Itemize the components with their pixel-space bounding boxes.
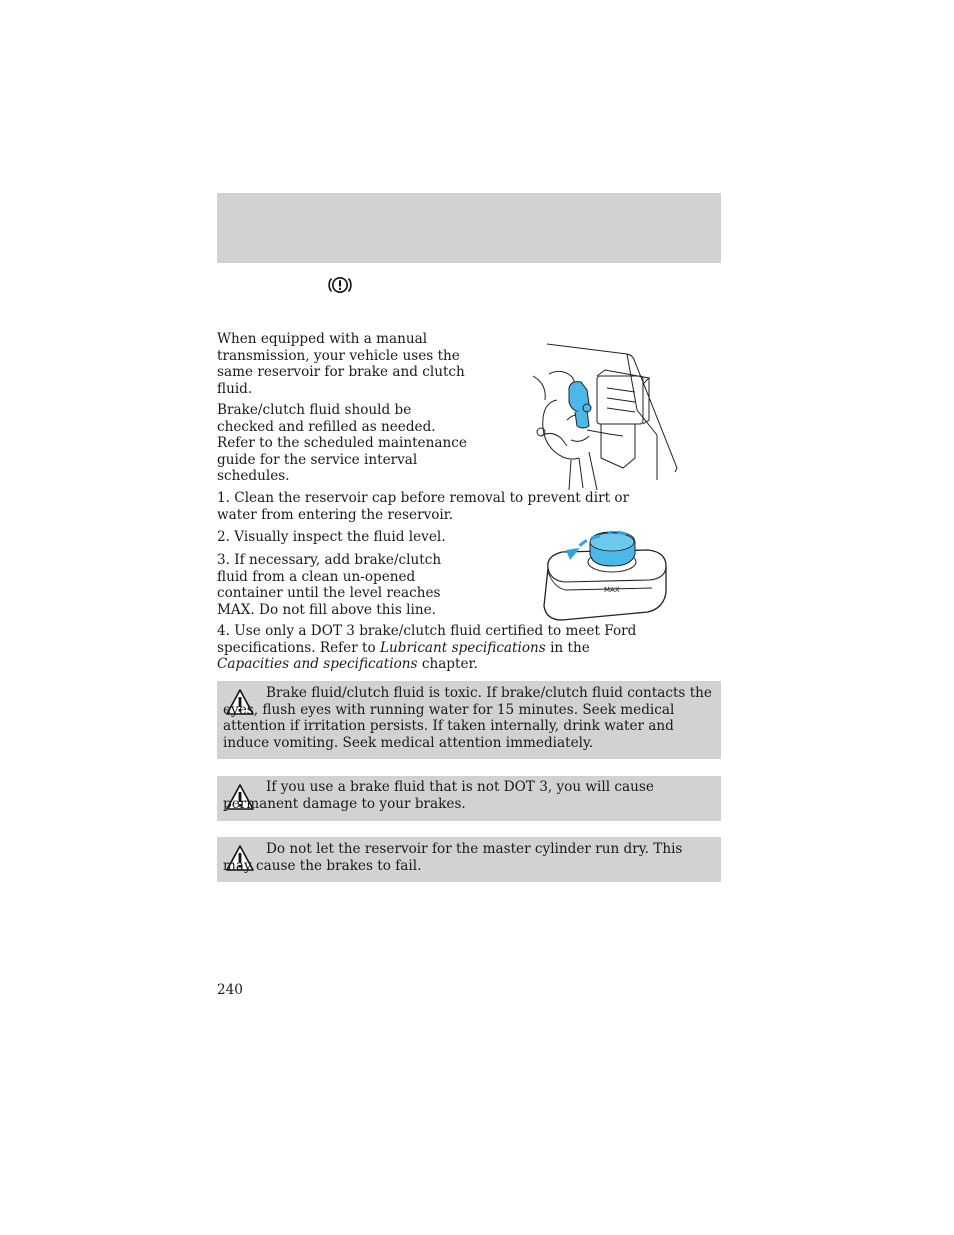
check-paragraph: Brake/clutch fluid should be checked and refilled as needed. Refer to the scheduled maintenance guide for the service interval schedules. (217, 402, 467, 484)
warning-text-run-dry: Do not let the reservoir for the master cylinder run dry. This may cause the brakes to fail. (223, 841, 683, 874)
intro-paragraph: When equipped with a manual transmission, your vehicle uses the same reservoir for brake and clutch fluid. (217, 331, 465, 397)
warning-box-toxic (217, 681, 721, 759)
warning-text-dot3: If you use a brake fluid that is not DOT 3, you will cause permanent damage to your brakes. (223, 779, 654, 812)
max-label: MAX (604, 586, 620, 594)
page-number: 240 (217, 982, 243, 998)
brake-warning-icon (327, 274, 353, 296)
reservoir-cap-illustration (540, 528, 670, 623)
step-4: 4. Use only a DOT 3 brake/clutch fluid certified to meet Ford specifications. Refer to Lubricant specifications in the Capacities and specifications chapter. (217, 623, 637, 672)
step-1: 1. Clean the reservoir cap before removal to prevent dirt or water from entering the reservoir. (217, 490, 630, 523)
warning-text-toxic: Brake fluid/clutch fluid is toxic. If brake/clutch fluid contacts the eyes, flush eyes with running water for 15 minutes. Seek medical attention if irritation persists. If taken internally, drink water and induce vomiting. Seek medical attention immediately. (223, 685, 712, 751)
section-header-band (217, 193, 721, 263)
engine-compartment-illustration (527, 340, 682, 495)
warning-box-dot3 (217, 776, 721, 821)
step-2: 2. Visually inspect the fluid level. (217, 529, 446, 545)
step-3: 3. If necessary, add brake/clutch fluid from a clean un-opened container until the level reaches MAX. Do not fill above this line. (217, 552, 442, 618)
warning-box-run-dry (217, 837, 721, 882)
